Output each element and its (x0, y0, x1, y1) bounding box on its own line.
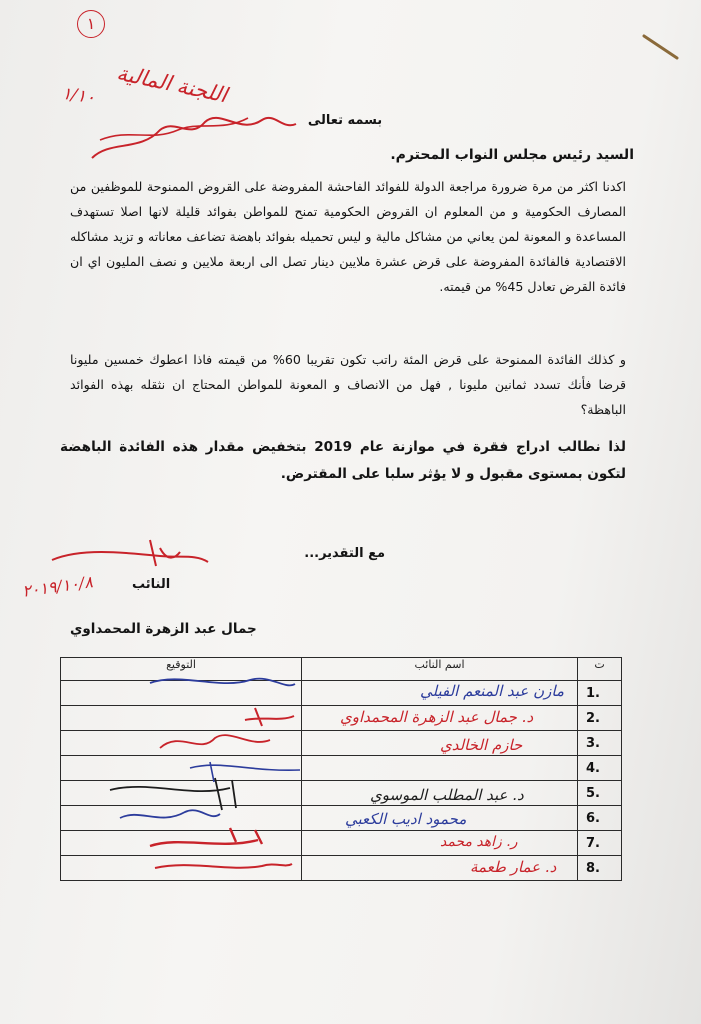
handwritten-name-1: مازن عبد المنعم الفيلي (420, 682, 564, 700)
handwritten-name-2: د. جمال عبد الزهرة المحمداوي (340, 708, 534, 726)
row-number: 3. (578, 731, 622, 756)
request-paragraph: لذا نطالب ادراج فقرة في موازنة عام 2019 بتخفيض مقدار هذه الفائدة الباهضة لتكون بمستوى مقبول و لا يؤثر سلبا على المقترض. (60, 439, 626, 482)
signature-4 (190, 762, 300, 782)
signature-date: ٢٠١٩/١٠/٨ (21, 572, 94, 601)
handwritten-name-8: د. عمار طعمة (470, 858, 557, 876)
row-number: 6. (578, 806, 622, 831)
paragraph-2: و كذلك الفائدة الممنوحة على قرض المئة راتب تكون تقريبا 60% من قيمته فاذا اعطوك خمسين مليونا قرضا فأنك تسدد ثمانين مليونا , فهل من الانصاف و المعونة للمواطن المحتاج ان نثقله بهذه الفوائد الباهظة؟ (70, 352, 626, 417)
signature-3 (160, 735, 270, 748)
header-name: اسم النائب (302, 658, 578, 681)
row-number: 5. (578, 781, 622, 806)
heading: بسمه تعالى (307, 113, 383, 128)
margin-note-date: ١/١٠ (60, 83, 97, 109)
signature-7 (150, 828, 262, 846)
signature-2 (245, 708, 294, 726)
handwritten-name-5: د. عبد المطلب الموسوي (370, 786, 524, 804)
row-number: 4. (578, 756, 622, 781)
row-number: 8. (578, 856, 622, 881)
handwritten-name-3: حازم الخالدي (440, 736, 523, 754)
signature-1 (150, 679, 295, 686)
row-number: 7. (578, 831, 622, 856)
signature-5 (110, 778, 236, 810)
header-number: ت (578, 658, 622, 681)
header-signature: التوقيع (61, 658, 302, 681)
paragraph-1: اكدنا اكثر من مرة ضرورة مراجعة الدولة للفوائد الفاحشة المفروضة على القروض الممنوحة للموظفين من المصارف الحكومية و من المعلوم ان القروض الحكومية تمنح للمواطن بفوائد قليلة لانها اصلا تستهدف المساعدة و المعونة لمن يعاني من مشاكل مالية و ليس تحميله بفوائد باهضة تضاعف معاناته و تزيد مشاكله الاقتصادية فالفائدة المفروضة على قرض عشرة ملايين دينار تصل الى اربعة ملايين و نصف المليون اي ان فائدة القرض تعادل 45% من قيمته. (70, 179, 626, 294)
closing: مع التقدير... (304, 546, 385, 561)
signer-name: جمال عبد الزهرة المحمداوي (70, 621, 257, 637)
handwritten-name-7: ر. زاهد محمد (440, 834, 518, 850)
signature-6 (120, 810, 220, 818)
row-number: 2. (578, 706, 622, 731)
page-number: ١ (77, 10, 105, 38)
handwritten-name-6: محمود اديب الكعبي (345, 810, 467, 828)
signer-title: النائب (132, 577, 171, 592)
salutation: السيد رئيس مجلس النواب المحترم. (390, 147, 634, 163)
margin-note-line1: اللجنة المالية (114, 60, 230, 108)
row-number: 1. (578, 681, 622, 706)
signature-8 (155, 864, 292, 868)
